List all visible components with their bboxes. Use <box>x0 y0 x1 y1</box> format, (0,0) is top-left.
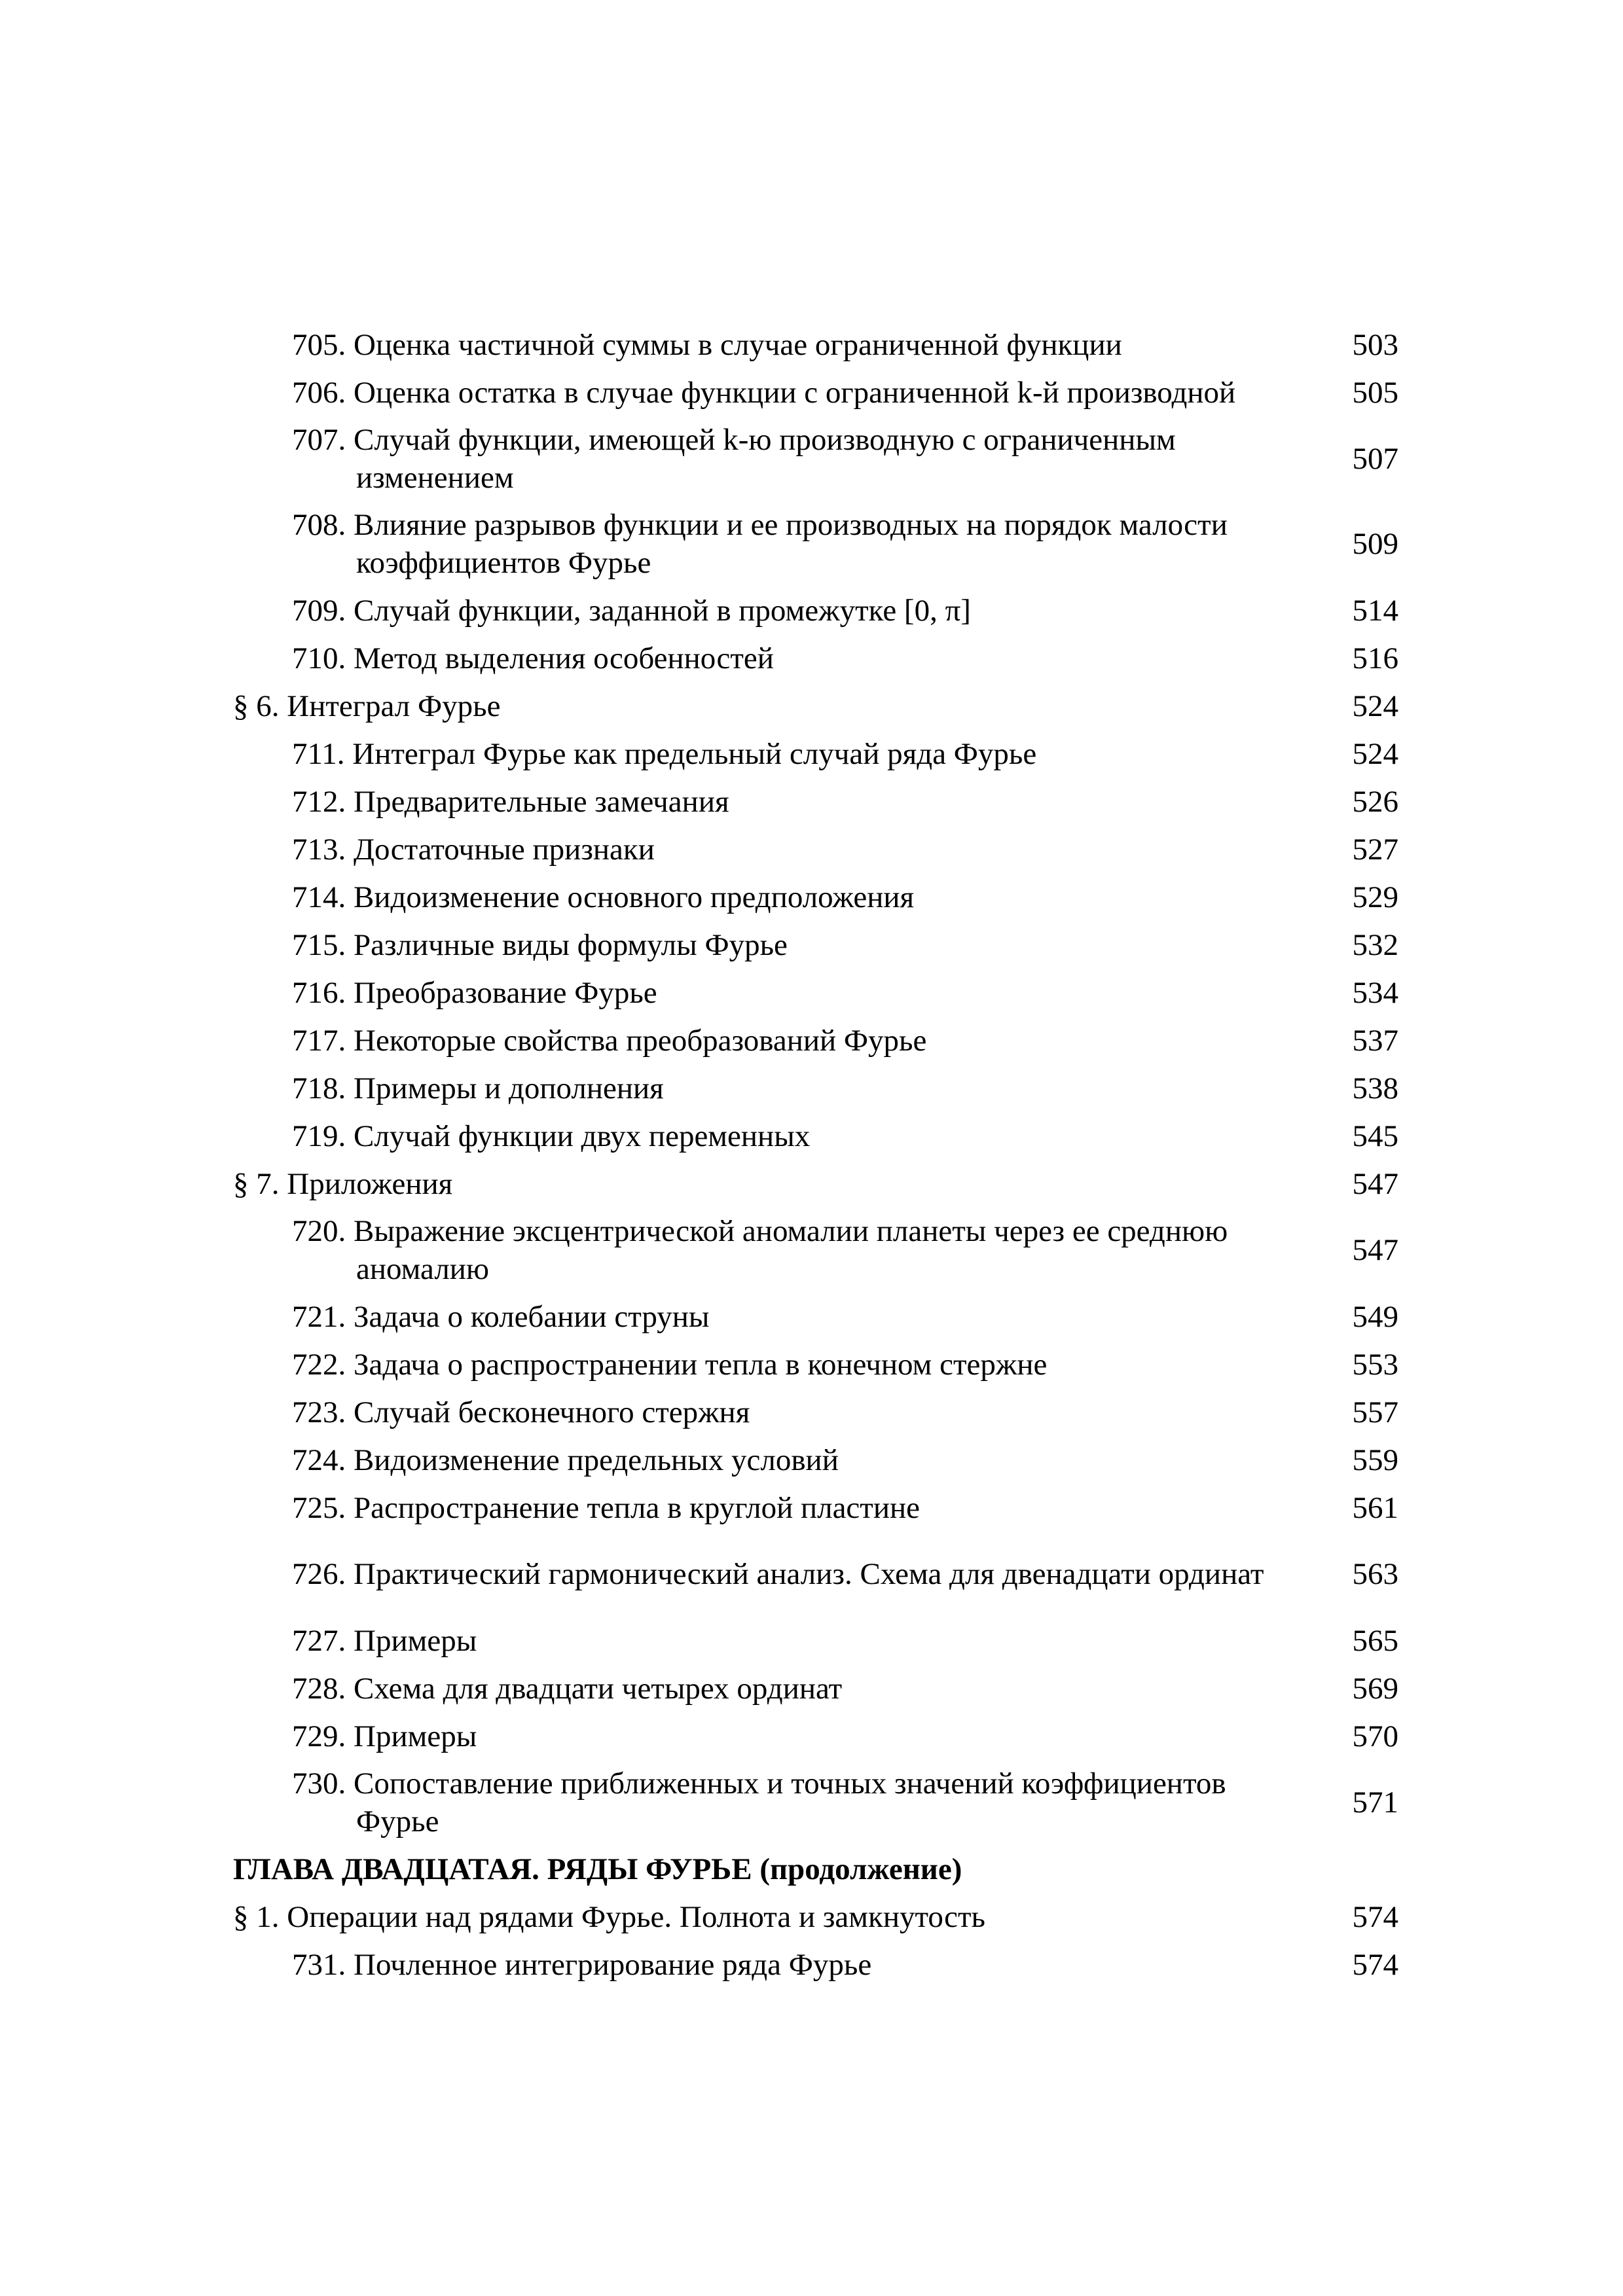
toc-entry-731[interactable] <box>233 1941 1398 1988</box>
toc-entry-page: 569 <box>1352 1671 1398 1706</box>
toc-entry-724[interactable] <box>233 1436 1398 1484</box>
toc-section-1[interactable] <box>233 1893 1398 1941</box>
toc-entry-719[interactable] <box>233 1112 1398 1160</box>
toc-entry-717[interactable] <box>233 1016 1398 1064</box>
toc-entry-page: 547 <box>1352 1233 1398 1267</box>
toc-entry-707[interactable] <box>233 416 1398 501</box>
toc-entry-710[interactable] <box>233 634 1398 682</box>
toc-entry-730[interactable] <box>233 1760 1398 1845</box>
toc-entry-718[interactable] <box>233 1064 1398 1112</box>
toc-entry-page: 509 <box>1352 527 1398 561</box>
toc-entry-page: 574 <box>1352 1947 1398 1982</box>
toc-entry-page: 545 <box>1352 1119 1398 1153</box>
toc-entry-title: 712. Предварительные замечания <box>292 784 729 819</box>
toc-entry-page: 526 <box>1352 784 1398 819</box>
toc-entry-708[interactable] <box>233 501 1398 586</box>
toc-entry-title: 705. Оценка частичной суммы в случае ограниченной функции <box>292 327 1122 362</box>
toc-entry-page: 516 <box>1352 641 1398 675</box>
toc-entry-title: 726. Практический гармонический анализ. Схема для двенадцати ординат <box>292 1557 1264 1591</box>
toc-entry-726[interactable] <box>233 1532 1398 1617</box>
toc-entry-title: 731. Почленное интегрирование ряда Фурье <box>292 1947 872 1982</box>
toc-entry-page: 571 <box>1352 1785 1398 1820</box>
toc-entry-page: 553 <box>1352 1347 1398 1382</box>
toc-entry-title: 727. Примеры <box>292 1623 477 1658</box>
toc-entry-727[interactable] <box>233 1617 1398 1664</box>
toc-entry-715[interactable] <box>233 921 1398 969</box>
toc-entry-title: 717. Некоторые свойства преобразований Фурье <box>292 1023 927 1058</box>
toc-section-page: 547 <box>1352 1166 1398 1201</box>
toc-entry-729[interactable] <box>233 1712 1398 1760</box>
toc-entry-title: 725. Распространение тепла в круглой пластине <box>292 1490 921 1525</box>
toc-entry-page: 532 <box>1352 927 1398 962</box>
toc-section-7[interactable] <box>233 1160 1398 1208</box>
toc-entry-page: 507 <box>1352 442 1398 476</box>
toc-entry-706[interactable] <box>233 368 1398 416</box>
toc-entry-title: 715. Различные виды формулы Фурье <box>292 927 788 962</box>
toc-entry-title: 713. Достаточные признаки <box>292 832 655 867</box>
toc-entry-page: 514 <box>1352 593 1398 628</box>
toc-entry-title: 722. Задача о распространении тепла в конечном стержне <box>292 1347 1048 1382</box>
toc-entry-711[interactable] <box>233 730 1398 778</box>
toc-entry-page: 505 <box>1352 375 1398 410</box>
toc-entry-page: 570 <box>1352 1719 1398 1753</box>
toc-entry-title: 707. Случай функции, имеющей k-ю производную с ограниченным изменением <box>292 423 1176 495</box>
toc-entry-title: 730. Сопоставление приближенных и точных значений коэффициентов Фурье <box>292 1767 1226 1839</box>
toc-entry-title: 710. Метод выделения особенностей <box>292 641 774 675</box>
toc-entry-title: 721. Задача о колебании струны <box>292 1299 710 1334</box>
toc-entry-709[interactable] <box>233 586 1398 634</box>
toc-entry-title: 729. Примеры <box>292 1719 477 1753</box>
toc-section-title: § 1. Операции над рядами Фурье. Полнота и замкнутость <box>233 1899 985 1934</box>
toc-entry-page: 503 <box>1352 327 1398 362</box>
toc-section-page: 524 <box>1352 689 1398 723</box>
toc-entry-title: 709. Случай функции, заданной в промежутке [0, π] <box>292 593 971 628</box>
toc-entry-title: 716. Преобразование Фурье <box>292 975 657 1010</box>
toc-entry-705[interactable] <box>233 321 1398 368</box>
toc-entry-page: 557 <box>1352 1395 1398 1429</box>
chapter-title: ГЛАВА ДВАДЦАТАЯ. РЯДЫ ФУРЬЕ <box>233 1852 752 1886</box>
toc-entry-title: 708. Влияние разрывов функции и ее производных на порядок малости коэффициентов Фурье <box>292 508 1228 580</box>
toc-entry-page: 563 <box>1352 1557 1398 1591</box>
toc-entry-725[interactable] <box>233 1484 1398 1532</box>
toc-entry-title: 718. Примеры и дополнения <box>292 1071 664 1105</box>
toc-entry-page: 549 <box>1352 1299 1398 1334</box>
toc-entry-723[interactable] <box>233 1388 1398 1436</box>
toc-chapter-heading[interactable] <box>233 1845 1398 1893</box>
toc-entry-title: 728. Схема для двадцати четырех ординат <box>292 1671 843 1706</box>
toc-entry-page: 561 <box>1352 1490 1398 1525</box>
toc-section-6[interactable] <box>233 682 1398 730</box>
toc-entry-page: 565 <box>1352 1623 1398 1658</box>
toc-entry-page: 537 <box>1352 1023 1398 1058</box>
toc-entry-714[interactable] <box>233 873 1398 921</box>
toc-entry-720[interactable] <box>233 1208 1398 1293</box>
toc-entry-712[interactable] <box>233 778 1398 825</box>
toc-entry-page: 538 <box>1352 1071 1398 1105</box>
toc-entry-title: 706. Оценка остатка в случае функции с ограниченной k-й производной <box>292 375 1236 410</box>
toc-entry-title: 720. Выражение эксцентрической аномалии планеты через ее среднюю аномалию <box>292 1214 1228 1286</box>
toc-section-title: § 6. Интеграл Фурье <box>233 689 501 723</box>
toc-entry-title: 719. Случай функции двух переменных <box>292 1119 811 1153</box>
toc-section-page: 574 <box>1352 1899 1398 1934</box>
toc-entry-page: 524 <box>1352 736 1398 771</box>
table-of-contents <box>233 321 1398 1988</box>
toc-section-title: § 7. Приложения <box>233 1166 453 1201</box>
toc-entry-page: 559 <box>1352 1443 1398 1477</box>
toc-entry-page: 534 <box>1352 975 1398 1010</box>
toc-entry-title: 723. Случай бесконечного стержня <box>292 1395 750 1429</box>
toc-entry-page: 529 <box>1352 880 1398 914</box>
toc-entry-721[interactable] <box>233 1293 1398 1340</box>
toc-entry-728[interactable] <box>233 1664 1398 1712</box>
toc-entry-page: 527 <box>1352 832 1398 867</box>
chapter-subtitle: (продолжение) <box>759 1852 962 1886</box>
toc-entry-716[interactable] <box>233 969 1398 1016</box>
toc-entry-713[interactable] <box>233 825 1398 873</box>
toc-entry-title: 724. Видоизменение предельных условий <box>292 1443 839 1477</box>
toc-entry-title: 714. Видоизменение основного предположения <box>292 880 915 914</box>
toc-entry-722[interactable] <box>233 1340 1398 1388</box>
toc-entry-title: 711. Интеграл Фурье как предельный случай ряда Фурье <box>292 736 1037 771</box>
